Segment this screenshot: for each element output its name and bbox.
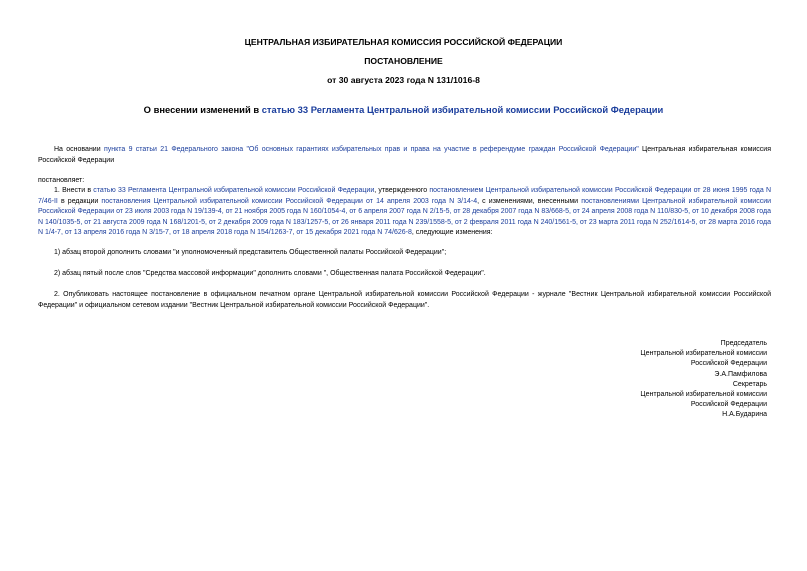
amending-resolutions-link[interactable]: постановлениями Центральной избирательной комиссии Российской Федерации от 23 июля 2003 года N 19/139-4, от 21 ноября 2005 года N 160/1054-4, от 6 апреля 2007 года N 2/15-5, от 28 декабря 2007 года N 83/668-5, от 24 апреля 2008 года N 110/830-5, от 10 декабря 2008 года N 140/1035-5, от 21 августа 2009 года N 168/1201-5, от 2 декабря 2009 года N 183/1257-5, от 26 января 2011 года N 239/1558-5, от 2 февраля 2011 года N 240/1561-5, от 23 марта 2011 года N 252/1614-5, от 28 марта 2016 года N 1/4-7, от 13 апреля 2016 года N 3/15-7, от 18 апреля 2018 года N 154/1263-7, от 15 декабря 2021 года N 74/626-8 (38, 197, 772, 237)
item-1-text: , с изменениями, внесенными (477, 197, 582, 205)
item-1-text: 1. Внести в (54, 187, 94, 194)
signer-1-name: Э.А.Памфилова (714, 370, 767, 378)
item-1-text: , утвержденного (374, 187, 430, 194)
item-1-text: , следующие изменения: (411, 229, 493, 237)
title-link[interactable]: статью 33 Регламента Центральной избирательной комиссии Российской Федерации (261, 104, 664, 115)
issuing-organization: ЦЕНТРАЛЬНАЯ ИЗБИРАТЕЛЬНАЯ КОМИССИЯ РОССИЙСКОЙ ФЕДЕРАЦИИ (244, 37, 563, 47)
item-2-paragraph: 2. Опубликовать настоящее постановление в официальном печатном органе Центральной избирательной комиссии Российской Федерации - журнале "Вестник Центральной избирательной комиссии Российской Федерации" и официальном сетевом издании "Вестник Центральной избирательной комиссии Российской Федерации". (38, 291, 771, 309)
preamble-paragraph (38, 145, 771, 166)
item-1-text: в редакции (57, 197, 102, 205)
signer-2-name: Н.А.Бударина (722, 411, 767, 419)
resolution-1995-link[interactable]: постановлением Центральной избирательной комиссии Российской Федерации от 28 июня 1995 года N 7/46-II (38, 187, 772, 205)
signer-2-org: Центральной избирательной комиссии (640, 391, 767, 399)
signature-block (567, 339, 767, 421)
resolution-2003-link[interactable]: постановления Центральной избирательной комиссии Российской Федерации от 14 апреля 2003 года N 3/14-4 (101, 197, 478, 205)
signer-1-org: Центральной избирательной комиссии (640, 350, 767, 358)
document-type: ПОСТАНОВЛЕНИЕ (364, 56, 443, 66)
subitem-1: 1) абзац второй дополнить словами "и уполномоченный представитель Общественной палаты Российской Федерации"; (54, 249, 447, 256)
subitem-2: 2) абзац пятый после слов "Средства массовой информации" дополнить словами ", Общественная палата Российской Федерации". (54, 270, 486, 277)
preamble-text: На основании (54, 146, 104, 153)
resolves-word: постановляет: (38, 177, 85, 184)
document-title (0, 104, 807, 115)
article-33-link[interactable]: статью 33 Регламента Центральной избирательной комиссии Российской Федерации (93, 187, 375, 194)
item-1-paragraph (38, 186, 771, 239)
signer-2-country: Российской Федерации (690, 401, 767, 409)
preamble-text-end: Центральная избирательная комиссия Российской Федерации (38, 146, 771, 164)
signer-1-country: Российской Федерации (690, 360, 767, 368)
title-prefix: О внесении изменений в (143, 104, 262, 115)
federal-law-link[interactable]: пункта 9 статьи 21 Федерального закона "Об основных гарантиях избирательных прав и права на участие в референдуме граждан Российской Федерации" (103, 146, 639, 153)
signer-2-position: Секретарь (732, 380, 767, 388)
signer-1-position: Председатель (720, 340, 767, 347)
document-date-number: от 30 августа 2023 года N 131/1016-8 (327, 75, 480, 85)
